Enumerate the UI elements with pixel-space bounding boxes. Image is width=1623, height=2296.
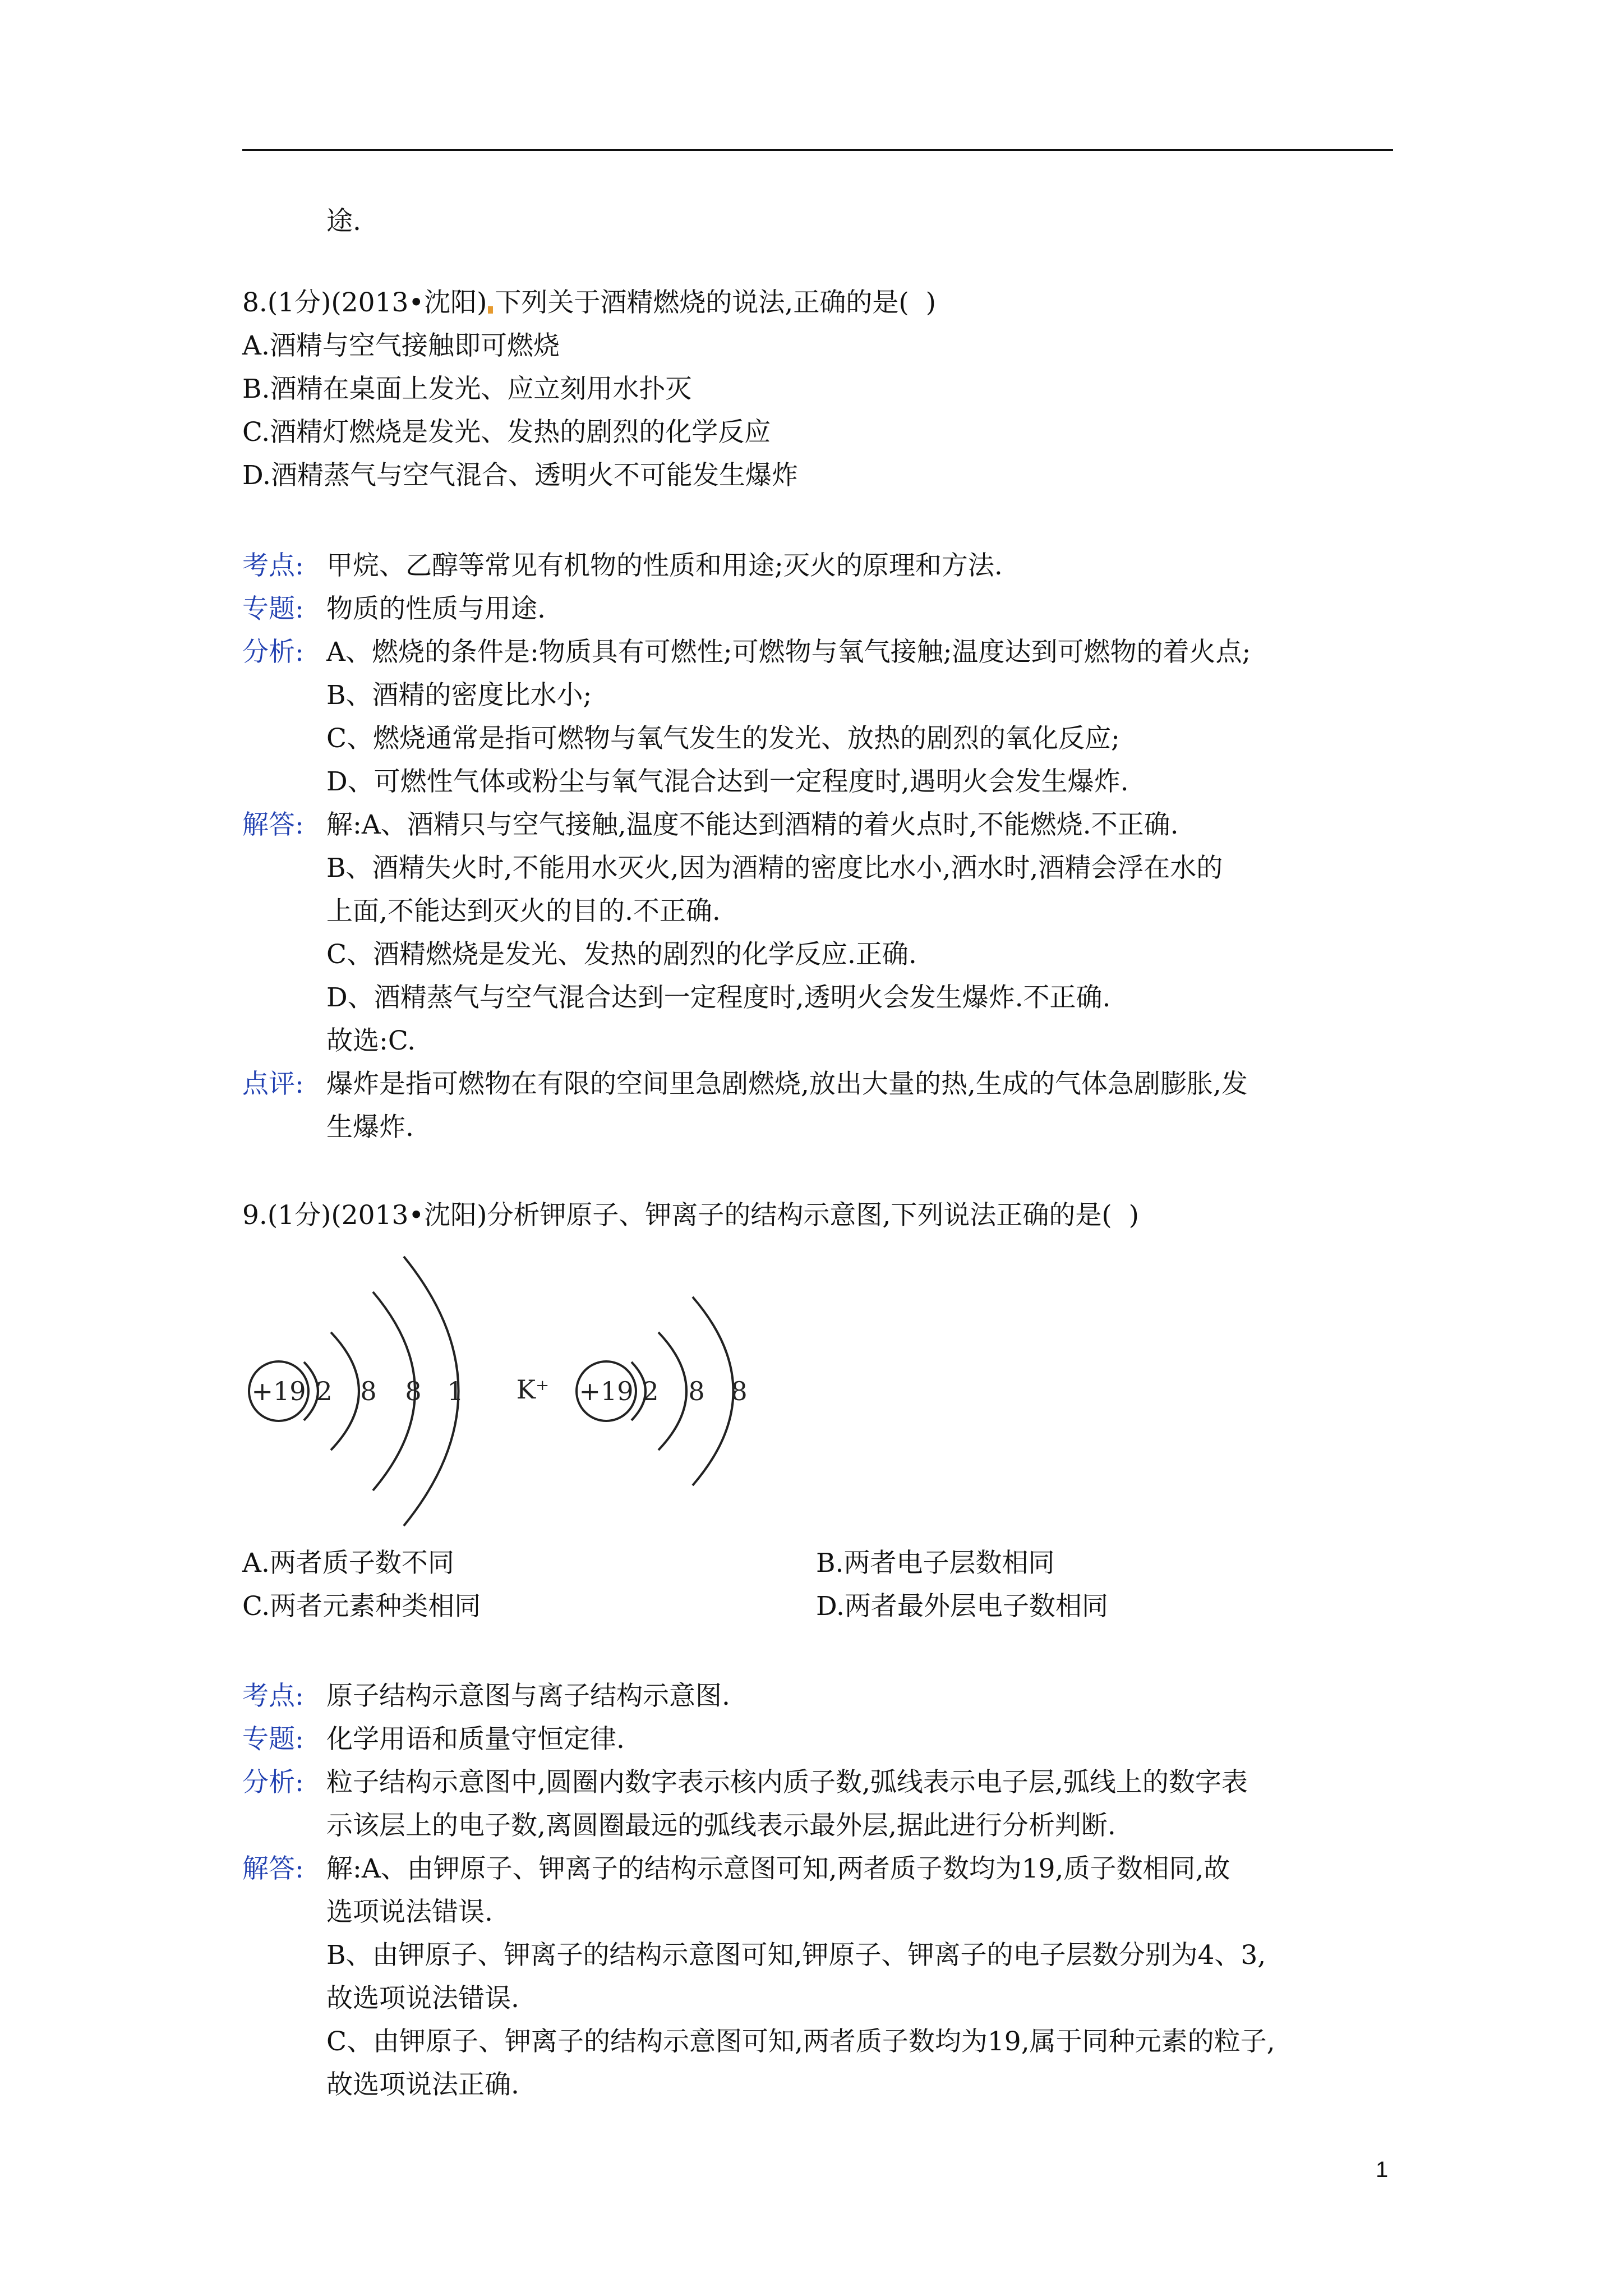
q8-dianping-label: 点评: — [242, 1069, 304, 1099]
q8-dianping-line-1: 爆炸是指可燃物在有限的空间里急剧燃烧,放出大量的热,生成的气体急剧膨胀,发 — [326, 1069, 1248, 1099]
q8-kaodian-text: 甲烷、乙醇等常见有机物的性质和用途;灭火的原理和方法. — [326, 550, 1003, 581]
atom-shell-label-2: 8 — [360, 1376, 377, 1406]
q9-jieda-line-4: 故选项说法错误. — [326, 1983, 519, 2014]
q9-jieda-line-1: 解:A、由钾原子、钾离子的结构示意图可知,两者质子数均为19,质子数相同,故 — [326, 1853, 1230, 1884]
ion-shell-label-2: 8 — [688, 1376, 705, 1406]
q9-option-a: A.两者质子数不同 — [242, 1548, 454, 1579]
potassium-atom-diagram — [249, 1257, 464, 1526]
page-number: 1 — [1376, 2157, 1389, 2182]
q9-option-c: C.两者元素种类相同 — [242, 1591, 481, 1622]
q8-fenxi-line-2: B、酒精的密度比水小; — [326, 680, 592, 711]
q9-kaodian-text: 原子结构示意图与离子结构示意图. — [326, 1681, 730, 1711]
q8-jieda-label: 解答: — [242, 809, 304, 840]
atom-nucleus-label: +19 — [251, 1376, 306, 1406]
ion-shell-label-3: 8 — [731, 1376, 748, 1406]
q8-jieda-line-5: D、酒精蒸气与空气混合达到一定程度时,透明火会发生爆炸.不正确. — [326, 982, 1111, 1013]
q9-fenxi-label: 分析: — [242, 1767, 304, 1798]
q8-jieda-line-2: B、酒精失火时,不能用水灭火,因为酒精的密度比水小,洒水时,酒精会浮在水的 — [326, 853, 1223, 884]
q8-option-a: A.酒精与空气接触即可燃烧 — [242, 330, 560, 361]
q9-jieda-label: 解答: — [242, 1853, 304, 1884]
q8-fenxi-line-3: C、燃烧通常是指可燃物与氧气发生的发光、放热的剧烈的氧化反应; — [326, 723, 1120, 754]
q8-kaodian-label: 考点: — [242, 550, 304, 581]
q8-dianping-line-2: 生爆炸. — [326, 1112, 414, 1143]
ion-nucleus-label: +19 — [579, 1376, 634, 1406]
atom-shell-label-3: 8 — [405, 1376, 422, 1406]
q8-jieda-line-3: 上面,不能达到灭火的目的.不正确. — [326, 896, 721, 927]
q9-option-d: D.两者最外层电子数相同 — [816, 1591, 1108, 1622]
q9-option-b: B.两者电子层数相同 — [816, 1548, 1055, 1579]
q9-zhuanti-label: 专题: — [242, 1724, 304, 1755]
atom-shell-arc-2 — [331, 1332, 359, 1450]
ion-shell-arc-2 — [658, 1332, 686, 1450]
q9-stem: 9.(1分)(2013•沈阳)分析钾原子、钾离子的结构示意图,下列说法正确的是( ) — [242, 1200, 1139, 1231]
q8-stem-source: 8.(1分)(2013•沈阳) — [242, 287, 487, 318]
q9-fenxi-line-2: 示该层上的电子数,离圆圈最远的弧线表示最外层,据此进行分析判断. — [326, 1810, 1116, 1841]
q8-jieda-line-6: 故选:C. — [326, 1025, 416, 1056]
q9-jieda-line-3: B、由钾原子、钾离子的结构示意图可知,钾原子、钾离子的电子层数分别为4、3, — [326, 1940, 1266, 1971]
ion-shell-label-1: 2 — [642, 1376, 659, 1406]
potassium-ion-diagram — [577, 1297, 748, 1485]
q8-stem-question: 下列关于酒精燃烧的说法,正确的是( ) — [495, 287, 936, 318]
q8-fenxi-line-1: A、燃烧的条件是:物质具有可燃性;可燃物与氧气接触;温度达到可燃物的着火点; — [326, 637, 1251, 668]
q8-fenxi-line-4: D、可燃性气体或粉尘与氧气混合达到一定程度时,遇明火会发生爆炸. — [326, 766, 1129, 797]
q9-jieda-line-5: C、由钾原子、钾离子的结构示意图可知,两者质子数均为19,属于同种元素的粒子, — [326, 2026, 1275, 2057]
q8-jieda-line-1: 解:A、酒精只与空气接触,温度不能达到酒精的着火点时,不能燃烧.不正确. — [326, 809, 1179, 840]
q8-option-d: D.酒精蒸气与空气混合、透明火不可能发生爆炸 — [242, 460, 798, 491]
q9-jieda-line-2: 选项说法错误. — [326, 1897, 493, 1927]
atom-shell-label-1: 2 — [316, 1376, 333, 1406]
q8-option-b: B.酒精在桌面上发光、应立刻用水扑灭 — [242, 374, 692, 404]
q8-zhuanti-text: 物质的性质与用途. — [326, 593, 546, 624]
q9-zhuanti-text: 化学用语和质量守恒定律. — [326, 1724, 625, 1755]
q8-option-c: C.酒精灯燃烧是发光、发热的剧烈的化学反应 — [242, 417, 771, 448]
q9-kaodian-label: 考点: — [242, 1681, 304, 1711]
q8-fenxi-label: 分析: — [242, 637, 304, 668]
ion-symbol: K⁺ — [516, 1374, 550, 1405]
q9-jieda-line-6: 故选项说法正确. — [326, 2069, 519, 2100]
q9-fenxi-line-1: 粒子结构示意图中,圆圈内数字表示核内质子数,弧线表示电子层,弧线上的数字表 — [326, 1767, 1248, 1798]
q8-jieda-line-4: C、酒精燃烧是发光、发热的剧烈的化学反应.正确. — [326, 939, 917, 970]
q8-zhuanti-label: 专题: — [242, 593, 304, 624]
continuation-text: 途. — [326, 206, 361, 237]
atom-shell-label-4: 1 — [447, 1376, 464, 1406]
